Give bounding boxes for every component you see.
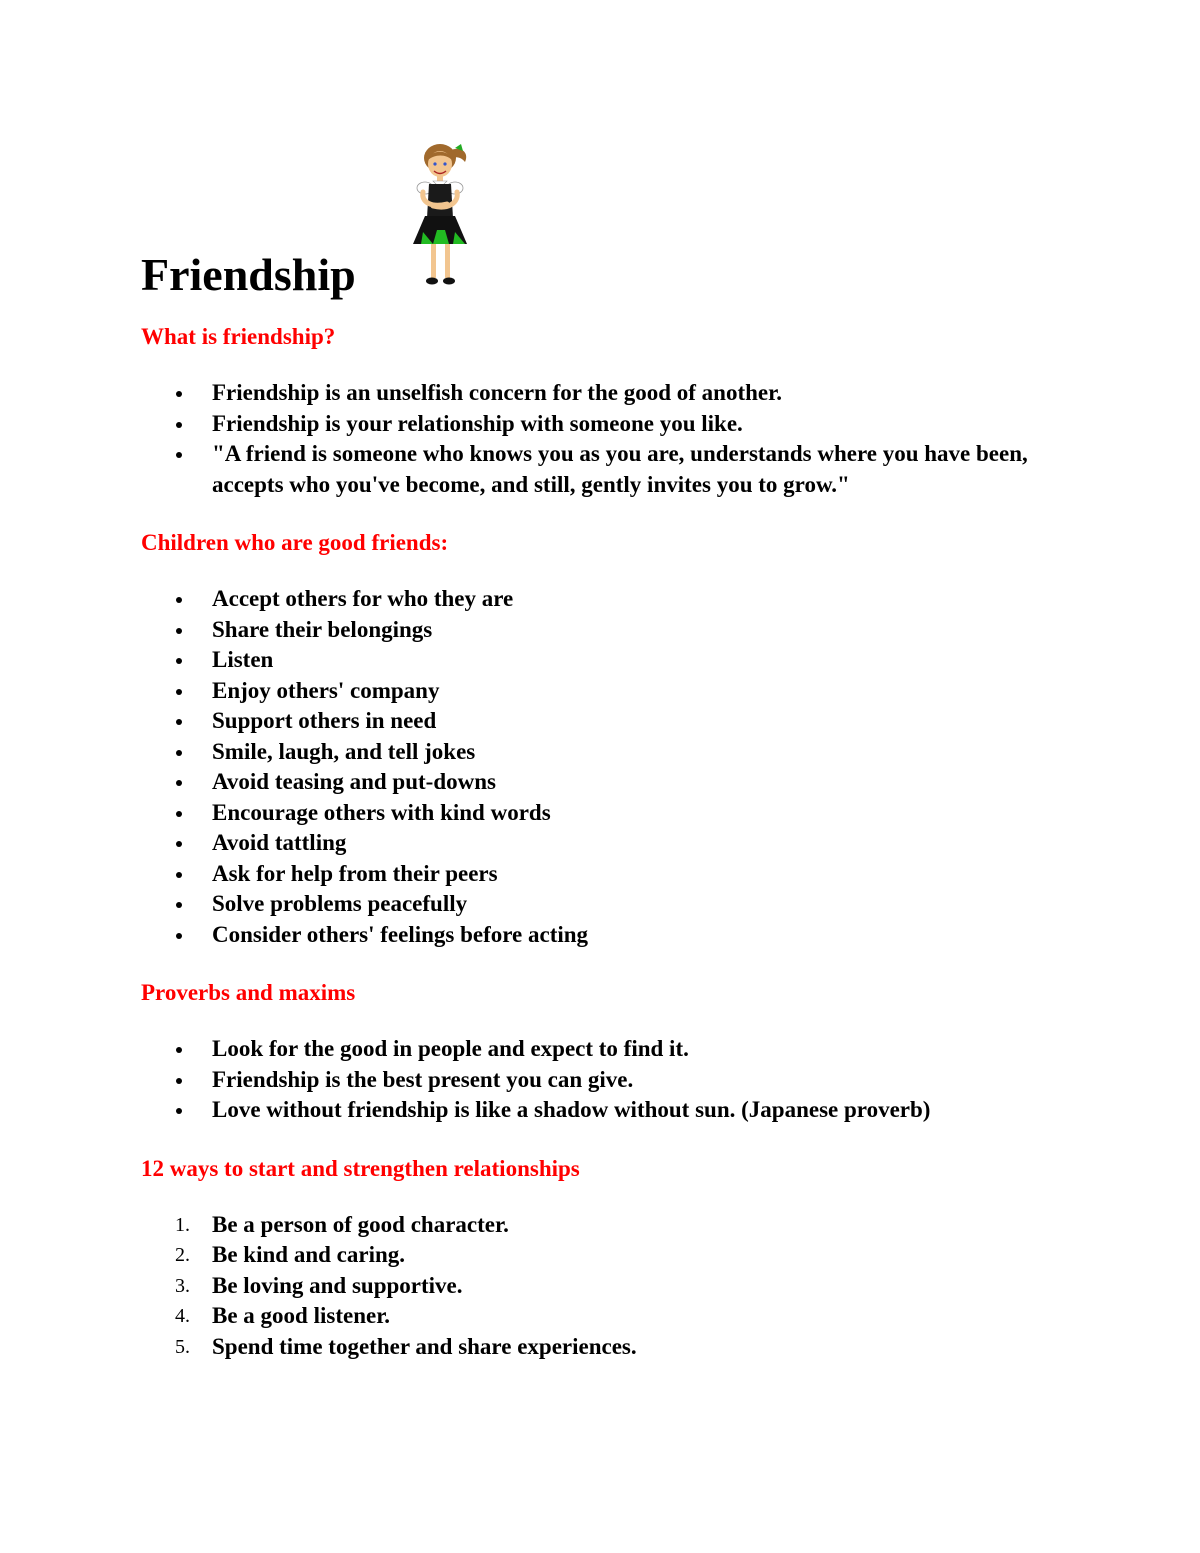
section-heading-proverbs: Proverbs and maxims xyxy=(141,980,356,1005)
list-item xyxy=(212,920,1071,951)
bullet-icon xyxy=(176,811,182,817)
definition-list xyxy=(141,378,1071,500)
bullet-icon xyxy=(176,452,182,458)
good-friends-list xyxy=(141,584,1071,950)
list-number: 4. xyxy=(175,1305,190,1327)
list-number: 1. xyxy=(175,1213,190,1236)
bullet-icon xyxy=(176,1047,182,1053)
list-item xyxy=(175,1210,1071,1241)
list-item-text: Accept others for who they are xyxy=(212,586,514,611)
list-item xyxy=(212,409,1071,440)
list-item-text: Friendship is the best present you can give. xyxy=(212,1066,634,1092)
list-item xyxy=(175,1240,1071,1271)
list-item xyxy=(212,767,1071,798)
list-item-text: Share their belongings xyxy=(212,616,433,642)
list-item xyxy=(212,584,1071,615)
bullet-icon xyxy=(176,750,182,756)
list-item xyxy=(175,1332,1071,1363)
list-item-text: Be kind and caring. xyxy=(212,1242,405,1267)
list-item xyxy=(212,1095,1071,1126)
bullet-icon xyxy=(176,628,182,634)
bullet-icon xyxy=(176,780,182,786)
list-item xyxy=(212,676,1071,707)
list-item-text: Solve problems peacefully xyxy=(212,891,468,916)
list-item-text: Spend time together and share experiences. xyxy=(212,1333,637,1359)
list-item-text: Ask for help from their peers xyxy=(212,860,498,886)
bullet-icon xyxy=(176,933,182,939)
list-number: 3. xyxy=(175,1274,190,1297)
girl-cartoon-icon xyxy=(411,140,481,290)
bullet-icon xyxy=(176,719,182,725)
list-item-text: Listen xyxy=(212,647,274,672)
list-item-text: "A friend is someone who knows you as you are, understands where you have been, accepts who you've become, and still, gently invites you to grow." xyxy=(212,441,1028,497)
list-item xyxy=(212,615,1071,646)
list-item-text: Encourage others with kind words xyxy=(212,799,551,825)
bullet-icon xyxy=(176,841,182,847)
bullet-icon xyxy=(176,422,182,428)
list-item-text: Avoid tattling xyxy=(212,830,347,855)
bullet-icon xyxy=(176,1078,182,1084)
bullet-icon xyxy=(176,902,182,908)
list-item-text: Consider others' feelings before acting xyxy=(212,921,589,947)
bullet-icon xyxy=(176,658,182,664)
list-item xyxy=(212,645,1071,676)
section-heading-12-ways: 12 ways to start and strengthen relationships xyxy=(141,1155,580,1181)
bullet-icon xyxy=(176,1108,182,1114)
section-heading-what-is-friendship: What is friendship? xyxy=(141,324,336,349)
list-item xyxy=(212,859,1071,890)
list-item-text: Be a good listener. xyxy=(212,1303,391,1328)
list-item-text: Friendship is an unselfish concern for the good of another. xyxy=(212,380,782,405)
list-item-text: Smile, laugh, and tell jokes xyxy=(212,738,476,764)
list-item-text: Enjoy others' company xyxy=(212,677,440,703)
list-item-text: Love without friendship is like a shadow without sun. (Japanese proverb) xyxy=(212,1097,931,1122)
bullet-icon xyxy=(176,689,182,695)
list-item xyxy=(212,1034,1071,1065)
bullet-icon xyxy=(176,597,182,603)
ways-list xyxy=(141,1210,1071,1363)
list-item-text: Support others in need xyxy=(212,708,437,733)
list-number: 2. xyxy=(175,1244,190,1266)
document-body xyxy=(141,322,1071,1390)
list-item xyxy=(212,798,1071,829)
list-item-text: Be a person of good character. xyxy=(212,1211,509,1237)
page-title: Friendship xyxy=(141,249,356,300)
list-item xyxy=(212,737,1071,768)
proverbs-list xyxy=(141,1034,1071,1126)
list-item-text: Friendship is your relationship with someone you like. xyxy=(212,410,743,436)
title-row xyxy=(141,140,741,300)
bullet-icon xyxy=(176,872,182,878)
list-item xyxy=(212,706,1071,737)
list-item xyxy=(175,1271,1071,1302)
list-number: 5. xyxy=(175,1335,190,1358)
list-item xyxy=(212,889,1071,920)
list-item xyxy=(212,439,1071,500)
list-item xyxy=(175,1301,1071,1332)
bullet-icon xyxy=(176,391,182,397)
list-item xyxy=(212,828,1071,859)
list-item xyxy=(212,378,1071,409)
section-heading-good-friends: Children who are good friends: xyxy=(141,530,449,555)
list-item-text: Avoid teasing and put-downs xyxy=(212,769,496,794)
list-item-text: Be loving and supportive. xyxy=(212,1272,463,1298)
list-item-text: Look for the good in people and expect to find it. xyxy=(212,1036,689,1061)
list-item xyxy=(212,1065,1071,1096)
